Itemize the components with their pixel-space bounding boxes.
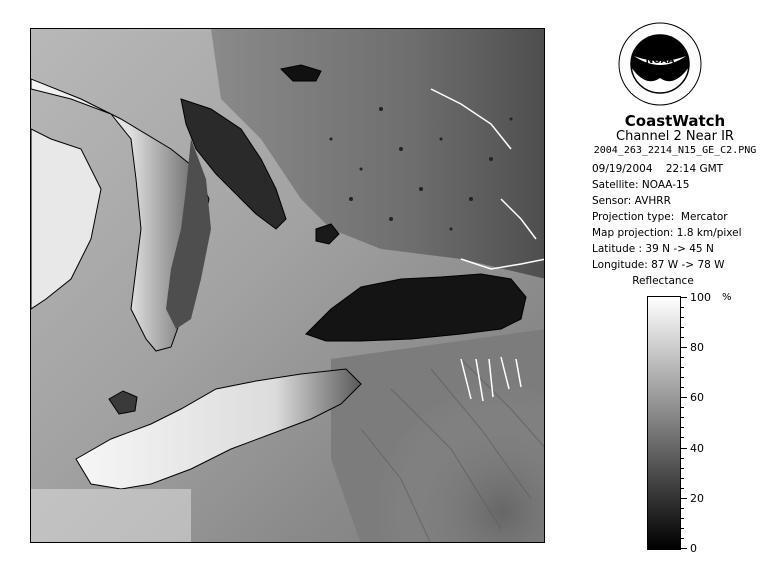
colorbar-tick — [681, 448, 687, 449]
colorbar-minor-tick — [681, 437, 684, 438]
colorbar-tick-label: 40 — [690, 442, 704, 455]
colorbar-minor-tick — [681, 538, 684, 539]
colorbar-minor-tick — [681, 337, 684, 338]
colorbar-minor-tick — [681, 417, 684, 418]
colorbar-minor-tick — [681, 488, 684, 489]
colorbar-tick — [681, 498, 687, 499]
colorbar-minor-tick — [681, 357, 684, 358]
channel-subtitle: Channel 2 Near IR — [616, 129, 734, 144]
colorbar-minor-tick — [681, 528, 684, 529]
colorbar-minor-tick — [681, 518, 684, 519]
colorbar-tick-label: 20 — [690, 492, 704, 505]
noaa-logo-svg — [618, 22, 702, 106]
colorbar-minor-tick — [681, 458, 684, 459]
colorbar-title: Reflectance — [632, 275, 694, 287]
noaa-logo — [618, 22, 702, 106]
app-title: CoastWatch — [624, 112, 726, 130]
colorbar-minor-tick — [681, 377, 684, 378]
colorbar-unit: % — [722, 292, 732, 303]
satellite-image-svg — [31, 29, 545, 543]
colorbar — [647, 296, 681, 550]
latitude-label: Latitude : 39 N -> 45 N — [592, 243, 714, 255]
colorbar-minor-tick — [681, 307, 684, 308]
noaa-logo-text: NOAA — [645, 56, 675, 66]
colorbar-minor-tick — [681, 468, 684, 469]
colorbar-tick-label: 60 — [690, 391, 704, 404]
colorbar-tick-label: 0 — [690, 542, 697, 555]
filename-label: 2004_263_2214_N15_GE_C2.PNG — [593, 145, 757, 156]
colorbar-minor-tick — [681, 387, 684, 388]
colorbar-minor-tick — [681, 367, 684, 368]
colorbar-tick-label: 80 — [690, 341, 704, 354]
satellite-image — [30, 28, 545, 543]
satellite-label: Satellite: NOAA-15 — [592, 179, 690, 191]
datetime-label: 09/19/2004 22:14 GMT — [592, 163, 724, 175]
colorbar-tick — [681, 297, 687, 298]
colorbar-minor-tick — [681, 327, 684, 328]
colorbar-tick — [681, 397, 687, 398]
colorbar-minor-tick — [681, 317, 684, 318]
colorbar-tick — [681, 347, 687, 348]
colorbar-minor-tick — [681, 407, 684, 408]
colorbar-minor-tick — [681, 478, 684, 479]
projection-type-label: Projection type: Mercator — [592, 211, 728, 223]
longitude-label: Longitude: 87 W -> 78 W — [592, 259, 725, 271]
colorbar-tick — [681, 548, 687, 549]
colorbar-minor-tick — [681, 508, 684, 509]
map-projection-label: Map projection: 1.8 km/pixel — [592, 227, 742, 239]
colorbar-tick-label: 100 — [690, 291, 711, 304]
colorbar-minor-tick — [681, 427, 684, 428]
sensor-label: Sensor: AVHRR — [592, 195, 671, 207]
